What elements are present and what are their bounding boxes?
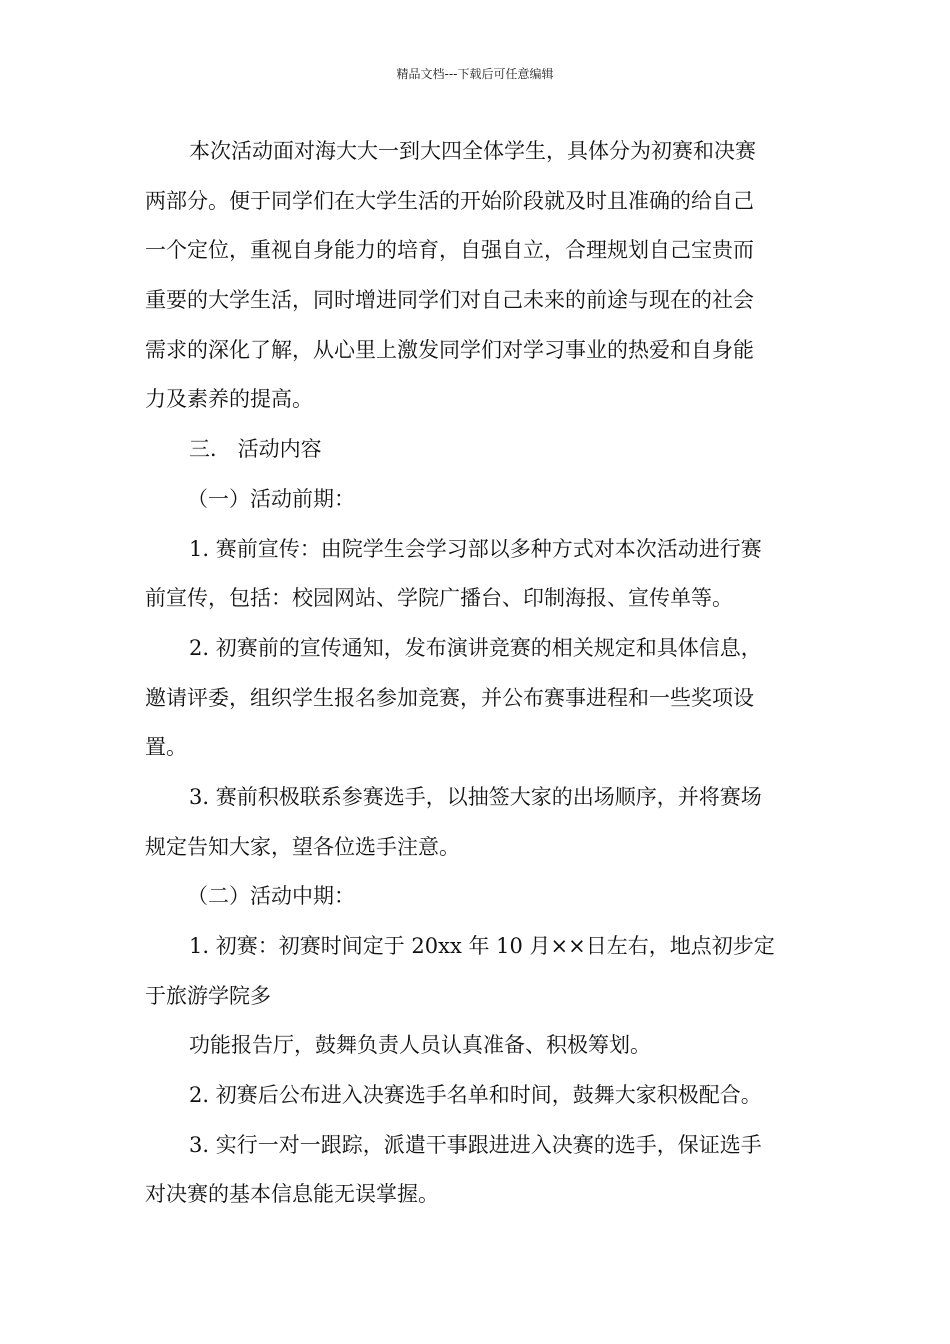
paragraph-line: 需求的深化了解，从心里上激发同学们对学习事业的热爱和自身能 (145, 337, 754, 362)
page-header: 精品文档---下载后可任意编辑 (396, 67, 554, 81)
paragraph-line: 力及素养的提高。 (145, 387, 313, 412)
subsection-heading: （一）活动前期： (187, 486, 355, 511)
list-item-line: 1. 赛前宣传：由院学生会学习部以多种方式对本次活动进行赛 (189, 536, 762, 561)
paragraph-line: 重要的大学生活，同时增进同学们对自己未来的前途与现在的社会 (145, 288, 754, 313)
list-item-line: 规定告知大家，望各位选手注意。 (145, 834, 460, 859)
list-item-line: 2. 初赛后公布进入决赛选手名单和时间，鼓舞大家积极配合。 (189, 1083, 762, 1108)
list-item-line: 3. 实行一对一跟踪，派遣干事跟进进入决赛的选手，保证选手 (189, 1132, 762, 1157)
paragraph-line: 本次活动面对海大大一到大四全体学生，具体分为初赛和决赛 (189, 139, 756, 163)
list-item-line: 邀请评委，组织学生报名参加竞赛，并公布赛事进程和一些奖项设 (145, 685, 754, 710)
list-item-line: 置。 (145, 735, 187, 760)
subsection-heading: （二）活动中期： (187, 884, 355, 909)
section-heading: 三． 活动内容 (189, 437, 322, 462)
list-item-line: 2. 初赛前的宣传通知，发布演讲竞赛的相关规定和具体信息， (189, 635, 762, 660)
paragraph-line: 两部分。便于同学们在大学生活的开始阶段就及时且准确的给自己 (145, 188, 754, 213)
list-item-line: 对决赛的基本信息能无误掌握。 (145, 1182, 439, 1207)
list-item-line: 前宣传，包括：校园网站、学院广播台、印制海报、宣传单等。 (145, 586, 733, 611)
paragraph-line: 一个定位，重视自身能力的培育，自强自立，合理规划自己宝贵而 (145, 238, 754, 263)
list-item-line: 于旅游学院多 (145, 983, 271, 1008)
list-item-line: 3. 赛前积极联系参赛选手，以抽签大家的出场顺序，并将赛场 (189, 784, 762, 809)
paragraph-line: 功能报告厅，鼓舞负责人员认真准备、积极筹划。 (189, 1033, 651, 1058)
list-item-line: 1. 初赛：初赛时间定于 20xx 年 10 月××日左右，地点初步定 (189, 934, 775, 958)
document-body (145, 127, 810, 1220)
